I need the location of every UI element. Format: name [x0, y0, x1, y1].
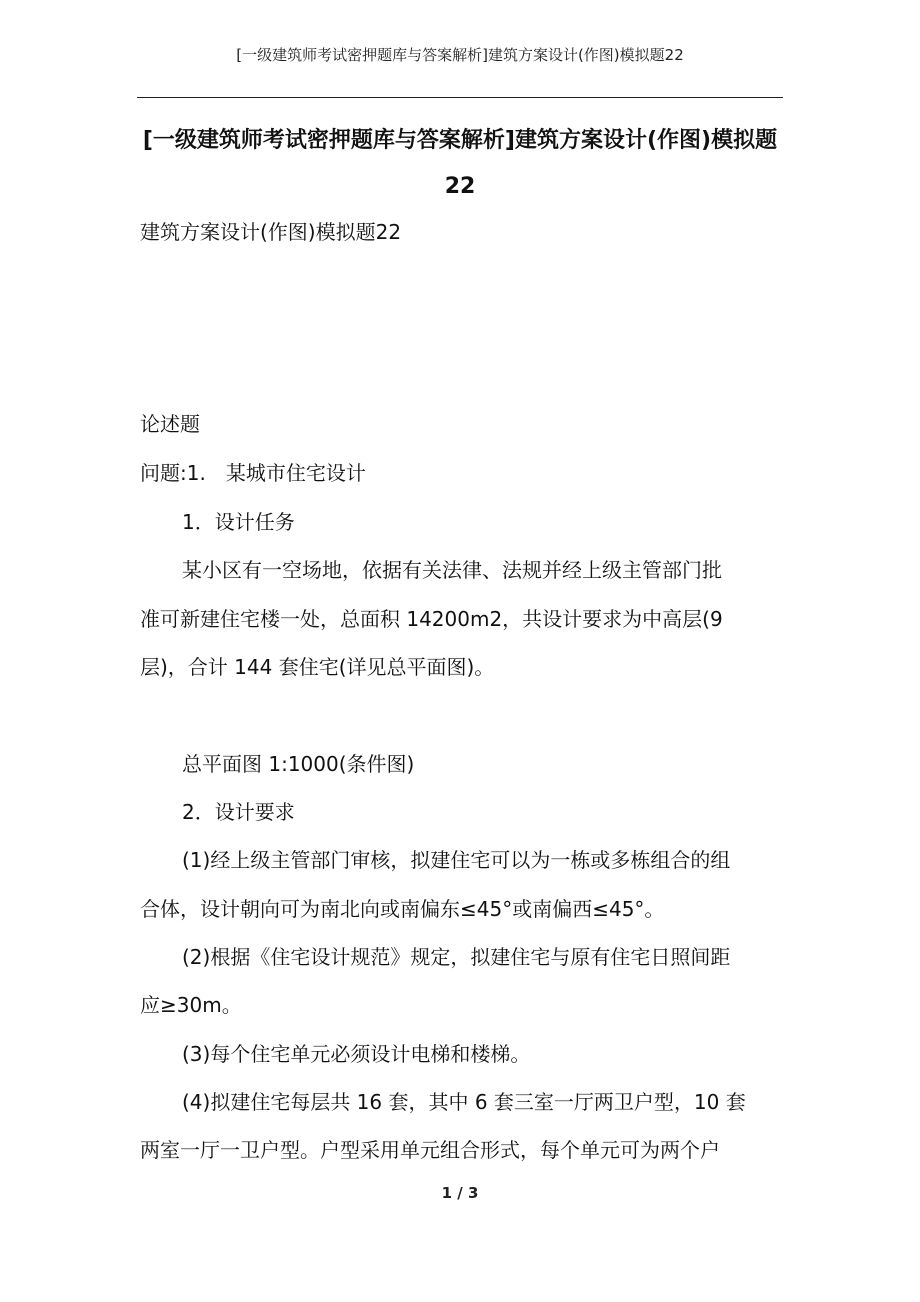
- task-heading: 1．设计任务: [182, 510, 295, 534]
- header-divider: [137, 97, 783, 98]
- section-type-label: 论述题: [140, 412, 200, 436]
- document-title-line-2: 22: [444, 174, 476, 199]
- task-text-line-2: 准可新建住宅楼一处，总面积 14200m2，共设计要求为中高层(9: [140, 607, 723, 631]
- document-title: [130, 118, 790, 210]
- requirement-1-line-1: (1)经上级主管部门审核，拟建住宅可以为一栋或多栋组合的组: [182, 848, 731, 872]
- running-header: [一级建筑师考试密押题库与答案解析]建筑方案设计(作图)模拟题22: [236, 46, 684, 64]
- task-text-line-3: 层)，合计 144 套住宅(详见总平面图)。: [140, 655, 495, 679]
- figure-caption: 总平面图 1:1000(条件图): [182, 752, 415, 776]
- requirement-2-line-1: (2)根据《住宅设计规范》规定，拟建住宅与原有住宅日照间距: [182, 945, 731, 969]
- requirement-2-line-2: 应≥30m。: [140, 993, 242, 1017]
- requirement-4-line-1: (4)拟建住宅每层共 16 套，其中 6 套三室一厅两卫户型，10 套: [182, 1090, 746, 1114]
- question-heading: 问题:1. 某城市住宅设计: [140, 461, 366, 485]
- requirement-3: (3)每个住宅单元必须设计电梯和楼梯。: [182, 1042, 531, 1066]
- requirement-4-line-2: 两室一厅一卫户型。户型采用单元组合形式，每个单元可为两个户: [140, 1138, 720, 1162]
- requirements-heading: 2．设计要求: [182, 800, 295, 824]
- document-subtitle: 建筑方案设计(作图)模拟题22: [140, 220, 402, 244]
- requirement-1-line-2: 合体，设计朝向可为南北向或南偏东≤45°或南偏西≤45°。: [140, 897, 665, 921]
- page-indicator: 1 / 3: [441, 1184, 479, 1202]
- task-text-line-1: 某小区有一空场地，依据有关法律、法规并经上级主管部门批: [182, 558, 722, 582]
- document-title-line-1: [一级建筑师考试密押题库与答案解析]建筑方案设计(作图)模拟题: [142, 128, 778, 153]
